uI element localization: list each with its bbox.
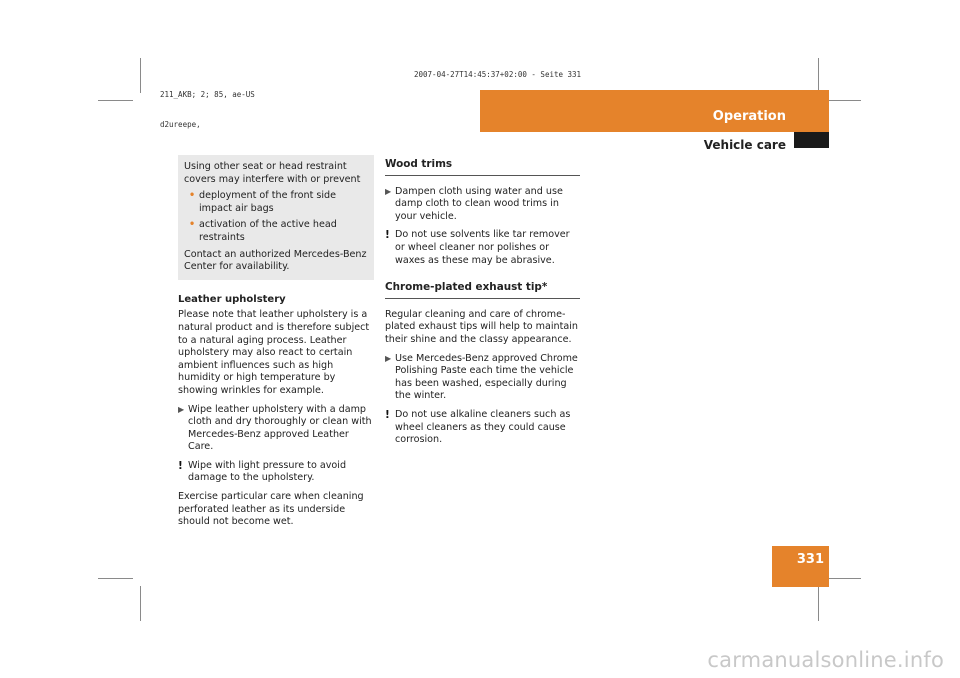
print-meta-stamp: 2007-04-27T14:45:37+02:00 - Seite 331: [414, 70, 582, 79]
print-meta-line-1: 211_AKB; 2; 85, ae-US: [160, 90, 255, 99]
watermark-link[interactable]: carmanualsonline.info: [707, 648, 944, 672]
crop-mark: [818, 586, 819, 621]
bullet-dot: •: [189, 190, 196, 202]
print-meta-file: [160, 70, 255, 140]
crop-mark: [98, 578, 133, 579]
print-meta-line-2: d2ureepe,: [160, 120, 201, 129]
wood-step-1-text: Dampen cloth using water and use damp cloth to clean wood trims in your vehicle.: [395, 185, 563, 222]
warning-icon: !: [178, 459, 183, 472]
wood-warning: [385, 229, 580, 267]
leather-warning-text: Wipe with light pressure to avoid damage to the upholstery.: [188, 459, 347, 484]
leather-para-2: Exercise particular care when cleaning perforated leather as its underside should not become wet.: [178, 491, 364, 528]
note-intro: Using other seat or head restraint covers may interfere with or prevent: [184, 161, 361, 185]
crop-mark: [98, 100, 133, 101]
chrome-para-1: Regular cleaning and care of chrome-plated exhaust tips will help to maintain their shine and the classy appearance.: [385, 308, 578, 345]
warning-icon: !: [385, 408, 390, 421]
chrome-step-1: [385, 353, 580, 403]
leather-warning: [178, 460, 374, 485]
page-number: 331: [796, 552, 824, 567]
wood-heading: Wood trims: [385, 158, 580, 176]
wood-warning-text: Do not use solvents like tar remover or wheel cleaner nor polishes or waxes as these may be abrasive.: [395, 229, 570, 266]
wood-step-1: [385, 186, 580, 224]
step-arrow-icon: ▶: [385, 186, 392, 196]
crop-mark: [826, 100, 861, 101]
chrome-step-1-text: Use Mercedes-Benz approved Chrome Polishing Paste each time the vehicle has been washed, especially during the winter.: [395, 352, 578, 402]
middle-column: [385, 158, 580, 453]
note-bullet: [184, 219, 367, 244]
chrome-warning: [385, 409, 580, 447]
leather-step-1: [178, 404, 374, 454]
crop-mark: [826, 578, 861, 579]
crop-mark: [818, 58, 819, 93]
note-bullet-text: deployment of the front side impact air bags: [199, 190, 337, 214]
leather-heading: Leather upholstery: [178, 293, 286, 305]
note-box: [178, 155, 374, 280]
crop-mark: [140, 586, 141, 621]
step-arrow-icon: ▶: [178, 404, 185, 414]
chrome-heading: Chrome-plated exhaust tip*: [385, 281, 580, 299]
leather-para-1: Please note that leather upholstery is a natural product and is therefore subject to a natural aging process. Leather upholstery may also react to certain ambient influences such as high humidity or high temperature by showing wrinkles for example.: [178, 309, 370, 396]
header-tab-marker: [794, 132, 829, 148]
leather-step-1-text: Wipe leather upholstery with a damp cloth and dry thoroughly or clean with Mercedes-Benz approved Leather Care.: [188, 403, 372, 453]
left-column: [178, 155, 374, 535]
note-bullet-text: activation of the active head restraints: [199, 219, 337, 243]
bullet-dot: •: [189, 219, 196, 231]
header-title: Operation: [712, 109, 786, 124]
step-arrow-icon: ▶: [385, 353, 392, 363]
warning-icon: !: [385, 229, 390, 242]
note-outro: Contact an authorized Mercedes-Benz Center for availability.: [184, 248, 367, 273]
crop-mark: [140, 58, 141, 93]
note-bullet: [184, 190, 367, 215]
chrome-warning-text: Do not use alkaline cleaners such as wheel cleaners as they could cause corrosion.: [395, 408, 571, 446]
header-subtitle: Vehicle care: [703, 138, 786, 152]
